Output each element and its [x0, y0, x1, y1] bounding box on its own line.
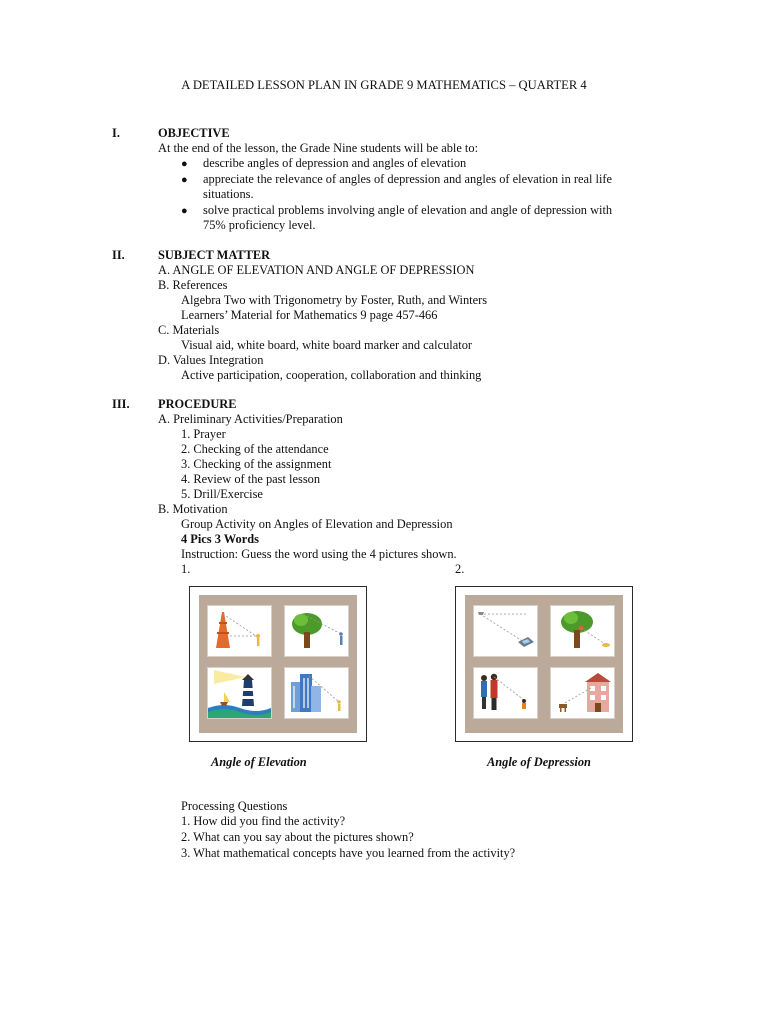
puzzle-2-mat — [465, 595, 623, 733]
section-numeral-objective: I. — [112, 126, 120, 140]
processing-question: 3. What mathematical concepts have you learned from the activity? — [181, 846, 516, 860]
puzzle-tile — [550, 605, 615, 657]
eiffel-tower-icon — [208, 606, 271, 656]
puzzle-tile — [473, 605, 538, 657]
answer-label-2: Angle of Depression — [487, 755, 591, 769]
processing-question: 1. How did you find the activity? — [181, 814, 346, 828]
objective-bullet-2-cont: situations. — [203, 187, 254, 201]
tree-icon — [285, 606, 348, 656]
procedure-step: 4. Review of the past lesson — [181, 472, 321, 486]
puzzle-number-2: 2. — [455, 562, 465, 576]
game-title: 4 Pics 3 Words — [181, 532, 259, 546]
answer-label-1: Angle of Elevation — [211, 755, 307, 769]
puzzle-number-1: 1. — [181, 562, 191, 576]
procedure-item-a: A. Preliminary Activities/Preparation — [158, 412, 343, 426]
bullet-icon: ● — [181, 174, 188, 186]
subject-item-c: C. Materials — [158, 323, 220, 337]
puzzle-2-frame — [455, 586, 633, 742]
processing-question: 2. What can you say about the pictures shown? — [181, 830, 414, 844]
puzzle-1-frame — [189, 586, 367, 742]
subject-item-b: B. References — [158, 278, 228, 292]
objective-bullet-3: solve practical problems involving angle of elevation and angle of depression with — [203, 203, 613, 217]
procedure-step: 5. Drill/Exercise — [181, 487, 263, 501]
reference-1: Algebra Two with Trigonometry by Foster, Ruth, and Winters — [181, 293, 488, 307]
values-text: Active participation, cooperation, collaboration and thinking — [181, 368, 482, 382]
tree-icon — [551, 606, 614, 656]
reference-2: Learners’ Material for Mathematics 9 page 457-466 — [181, 308, 438, 322]
bullet-icon: ● — [181, 205, 188, 217]
game-instruction: Instruction: Guess the word using the 4 pictures shown. — [181, 547, 457, 561]
puzzle-tile — [473, 667, 538, 719]
objective-bullet-3-cont: 75% proficiency level. — [203, 218, 316, 232]
puzzle-tile — [550, 667, 615, 719]
subject-item-a: A. ANGLE OF ELEVATION AND ANGLE OF DEPRESSION — [158, 263, 475, 277]
section-heading-subject: SUBJECT MATTER — [158, 248, 271, 262]
objective-bullet-1: describe angles of depression and angles of elevation — [203, 156, 467, 170]
bullet-icon: ● — [181, 158, 188, 170]
materials-text: Visual aid, white board, white board marker and calculator — [181, 338, 473, 352]
puzzle-1-mat — [199, 595, 357, 733]
section-numeral-procedure: III. — [112, 397, 130, 411]
puzzle-tile — [207, 667, 272, 719]
puzzle-tile — [207, 605, 272, 657]
people-icon — [474, 668, 537, 718]
section-numeral-subject: II. — [112, 248, 125, 262]
procedure-item-b: B. Motivation — [158, 502, 228, 516]
motivation-text: Group Activity on Angles of Elevation and Depression — [181, 517, 453, 531]
puzzle-tile — [284, 605, 349, 657]
procedure-step: 3. Checking of the assignment — [181, 457, 332, 471]
lighthouse-icon — [208, 668, 271, 718]
airplane-icon — [474, 606, 537, 656]
procedure-step: 2. Checking of the attendance — [181, 442, 329, 456]
section-heading-procedure: PROCEDURE — [158, 397, 237, 411]
document-title: A DETAILED LESSON PLAN IN GRADE 9 MATHEMATICS – QUARTER 4 — [181, 78, 587, 92]
objective-intro: At the end of the lesson, the Grade Nine students will be able to: — [158, 141, 479, 155]
subject-item-d: D. Values Integration — [158, 353, 264, 367]
house-icon — [551, 668, 614, 718]
buildings-icon — [285, 668, 348, 718]
objective-bullet-2: appreciate the relevance of angles of depression and angles of elevation in real life — [203, 172, 613, 186]
processing-heading: Processing Questions — [181, 799, 288, 813]
section-heading-objective: OBJECTIVE — [158, 126, 230, 140]
procedure-step: 1. Prayer — [181, 427, 226, 441]
puzzle-tile — [284, 667, 349, 719]
